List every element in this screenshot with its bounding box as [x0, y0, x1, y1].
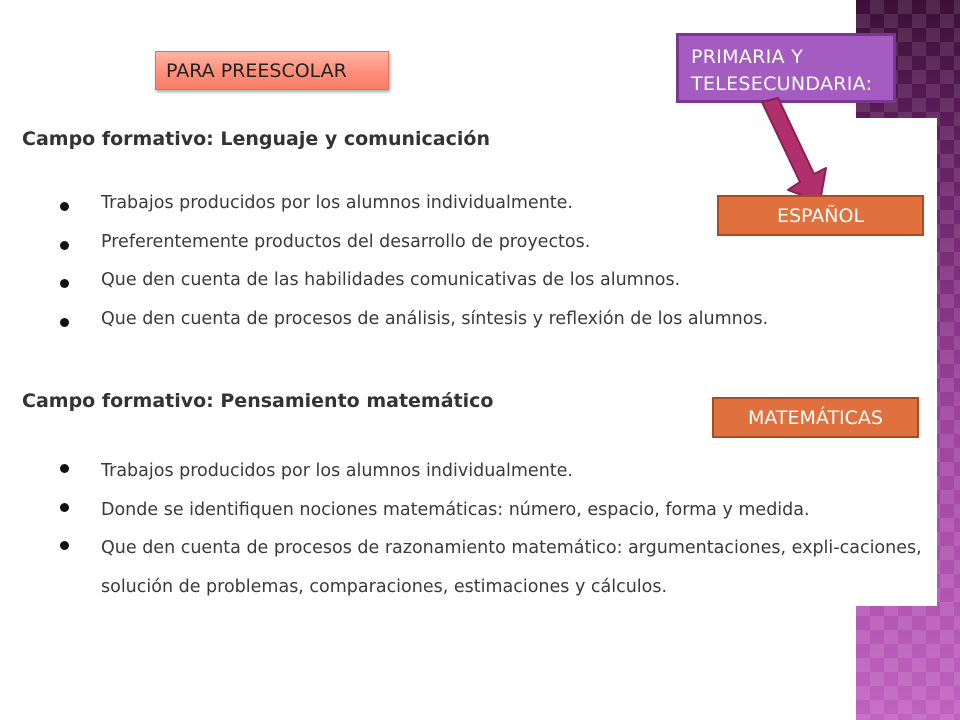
list-item: [58, 529, 928, 606]
list-item: [58, 267, 848, 306]
bullet-icon: [60, 503, 69, 512]
primaria-label-line2: TELESECUNDARIA:: [691, 73, 873, 95]
preescolar-label: PARA PREESCOLAR: [166, 59, 347, 82]
list-item-text: Preferentemente productos del desarrollo de proyectos.: [101, 231, 591, 252]
list-item-text: Donde se identifiquen nociones matemáticas: número, espacio, forma y medida.: [101, 499, 810, 520]
list-item-text: Trabajos producidos por los alumnos individualmente.: [101, 461, 573, 481]
list-item-text: Trabajos producidos por los alumnos individualmente.: [101, 193, 573, 213]
list-item: [58, 229, 848, 268]
list-item-text: Que den cuenta de procesos de análisis, síntesis y reflexión de los alumnos.: [101, 308, 769, 329]
bullet-icon: [60, 279, 69, 288]
matematicas-tag: [712, 397, 919, 438]
list-item: [58, 491, 928, 530]
primaria-telesecundaria-tag: [676, 33, 896, 103]
matematicas-label: MATEMÁTICAS: [748, 406, 883, 429]
espanol-label: ESPAÑOL: [776, 204, 865, 227]
bullet-icon: [60, 464, 69, 473]
list-item-text: Que den cuenta de procesos de razonamiento matemático: argumentaciones, expli-caciones, solución de problemas, comparaciones, estimaciones y cálculos.: [101, 538, 922, 597]
bullet-icon: [60, 241, 69, 250]
list-item: [58, 190, 848, 229]
bullet-icon: [60, 318, 69, 327]
section-heading-lenguaje: Campo formativo: Lenguaje y comunicación: [22, 128, 490, 150]
lenguaje-list: [58, 190, 848, 344]
primaria-label-line1: PRIMARIA Y: [691, 46, 804, 68]
list-item-text: Que den cuenta de las habilidades comunicativas de los alumnos.: [101, 270, 681, 290]
pensamiento-list: [58, 452, 928, 606]
preescolar-tag: [155, 51, 389, 90]
list-item: [58, 306, 848, 345]
section-heading-pensamiento: Campo formativo: Pensamiento matemático: [22, 390, 494, 412]
bullet-icon: [60, 541, 69, 550]
bullet-icon: [60, 202, 69, 211]
list-item: [58, 452, 928, 491]
